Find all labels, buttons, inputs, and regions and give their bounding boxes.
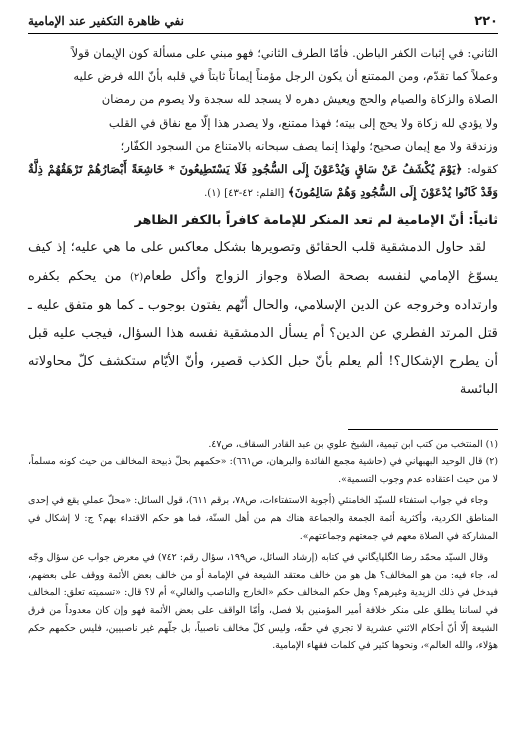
verse-intro: كقوله: [466,162,499,177]
footnote-1: (١) المنتخب من كتب ابن تيمية، الشيخ علوي بن عبد القادر السقاف، ص٤٧. [208,438,498,450]
main-text-part2: من يحكم بكفره وارتداده وخروجه عن الدين الإسلامي، والحال أنّهم يفتون بوجوب ـ كما هو متفق عليه ـ قتل المرتد الفطري عن الدين؟ أم يسأل الدمشقية نفسه هذا السؤال، فيجب عليه قبل أن يطرح الإشكال؟! ألم يعلم بأنّ حبل الكذب قصير، وأنّ الأيّام ستكشف كلّ محاولاته البائسة [28,268,498,398]
footnote-marker: (١). [204,188,221,200]
book-page [28,14,498,655]
intro-paragraph [28,42,498,205]
quran-quote [28,158,498,205]
intro-line: ولا يؤدي لله زكاة ولا يحج إلى بيته؛ فهذا ممتنع، ولا يصدر هذا إلّا مع نفاق في القلب [108,115,498,130]
footnote-paragraph: وقال السيّد محمّد رضا الگلپايگاني في كتابه (إرشاد السائل، ص١٩٩، سؤال رقم: ٧٤٢) في معرض جواب عن سؤال وجّه له، جاء فيه: من هو المخالف؟ هل هو من خالف معتقد الشيعة في الإمامة أو من خالف بعض الأئمة ووقف على بعضهم، فيدخل في ذلك الزيدية وغيرهم؟ وهل حكم المخالف حكم «الخارج والناصب والغالي» أم لا؟ قال: «تسميته تعلق: المخالف في لساننا يطلق على منكر خلافة أمير المؤمنين بلا فصل، وأمّا الواقف على بعض الأئمة فهو وإن كان معدوداً من فرق الشيعة إلّا أنّ أحكام الاثني عشرية لا تجري في حقّه، وليس كلّ مخالف ناصبياً، بل جلّهم غير ناصبيين، فليس حكمهم حكم هؤلاء، والله العالم»، ونحوها كثير في كلمات فقهاء الإمامية. [28,552,498,652]
book-title: نفي ظاهرة التكفير عند الإمامية [28,14,184,28]
footnote-marker: (٢) [129,271,144,283]
footnote-divider [348,429,498,430]
running-header [28,14,498,34]
intro-line: وعملاً كما تقدّم، ومن الممتنع أن يكون الرجل مؤمناً إيماناً ثابتاً في قلبه بأنّ الله فرض عليه [73,69,498,84]
footnotes [28,436,498,655]
main-paragraph [28,234,498,404]
quran-verse: ﴿يَوْمَ يُكْشَفُ عَنْ سَاقٍ وَيُدْعَوْنَ إِلَى السُّجُودِ فَلَا يَسْتَطِيعُونَ * خَاشِعَةً أَبْصَارُهُمْ تَرْهَقُهُمْ ذِلَّةٌ وَقَدْ كَانُوا يُدْعَوْنَ إِلَى السُّجُودِ وَهُمْ سَالِمُونَ﴾ [28,162,498,200]
intro-line: وزندقة ولا مع إيمان صحيح؛ ولهذا إنما يصف سبحانه بالامتناع من السجود الكفّار؛ [120,138,498,153]
section-heading: ثانياً: أنّ الإمامية لم تعد المنكر للإمامة كافراً بالكفر الظاهر [134,213,498,229]
footnote-2: (٢) قال الوحيد البهبهاني في (حاشية مجمع الفائدة والبرهان، ص٦٦١): «حكمهم بحلّ ذبيحة المخالف من حيث كونه مسلماً، لا من حيث اعتقاده عدم وجوب التسمية». [28,456,499,485]
footnote-paragraph: وجاء في جواب استفتاء للسيّد الخامنئي (أجوبة الاستفتاءات، ص٧٨، برقم ٦١١)، قول السائل: «محلّ عملي يقع في إحدى المناطق الكردية، وأكثرية أئمة الجمعة والجماعة هناك هم من أهل السنّة، فما هو حكم الاقتداء بهم؟ ج: لا إشكال في المشاركة في الصلاة معهم في جمعتهم وجماعتهم». [28,495,498,542]
page-number: ٢٢٠ [474,14,498,29]
verse-reference: [القلم: ٤٢-٤٣] [224,188,285,200]
intro-line: الثاني: في إثبات الكفر الباطن. فأمّا الطرف الثاني؛ فهو مبني على مسألة كون الإيمان قولاً [71,46,498,60]
main-text [28,234,498,404]
main-text-part1: لقد حاول الدمشقية قلب الحقائق وتصويرها بشكل معاكس على ما هي عليه؛ إذ كيف يسوّغ الإمامي لنفسه بصحة الصلاة وجواز الزواج وأكل طعام [28,240,498,284]
intro-line: الصلاة والزكاة والصيام والحج ويعيش دهره لا يسجد لله سجدة ولا يصوم من رمضان [101,92,498,107]
